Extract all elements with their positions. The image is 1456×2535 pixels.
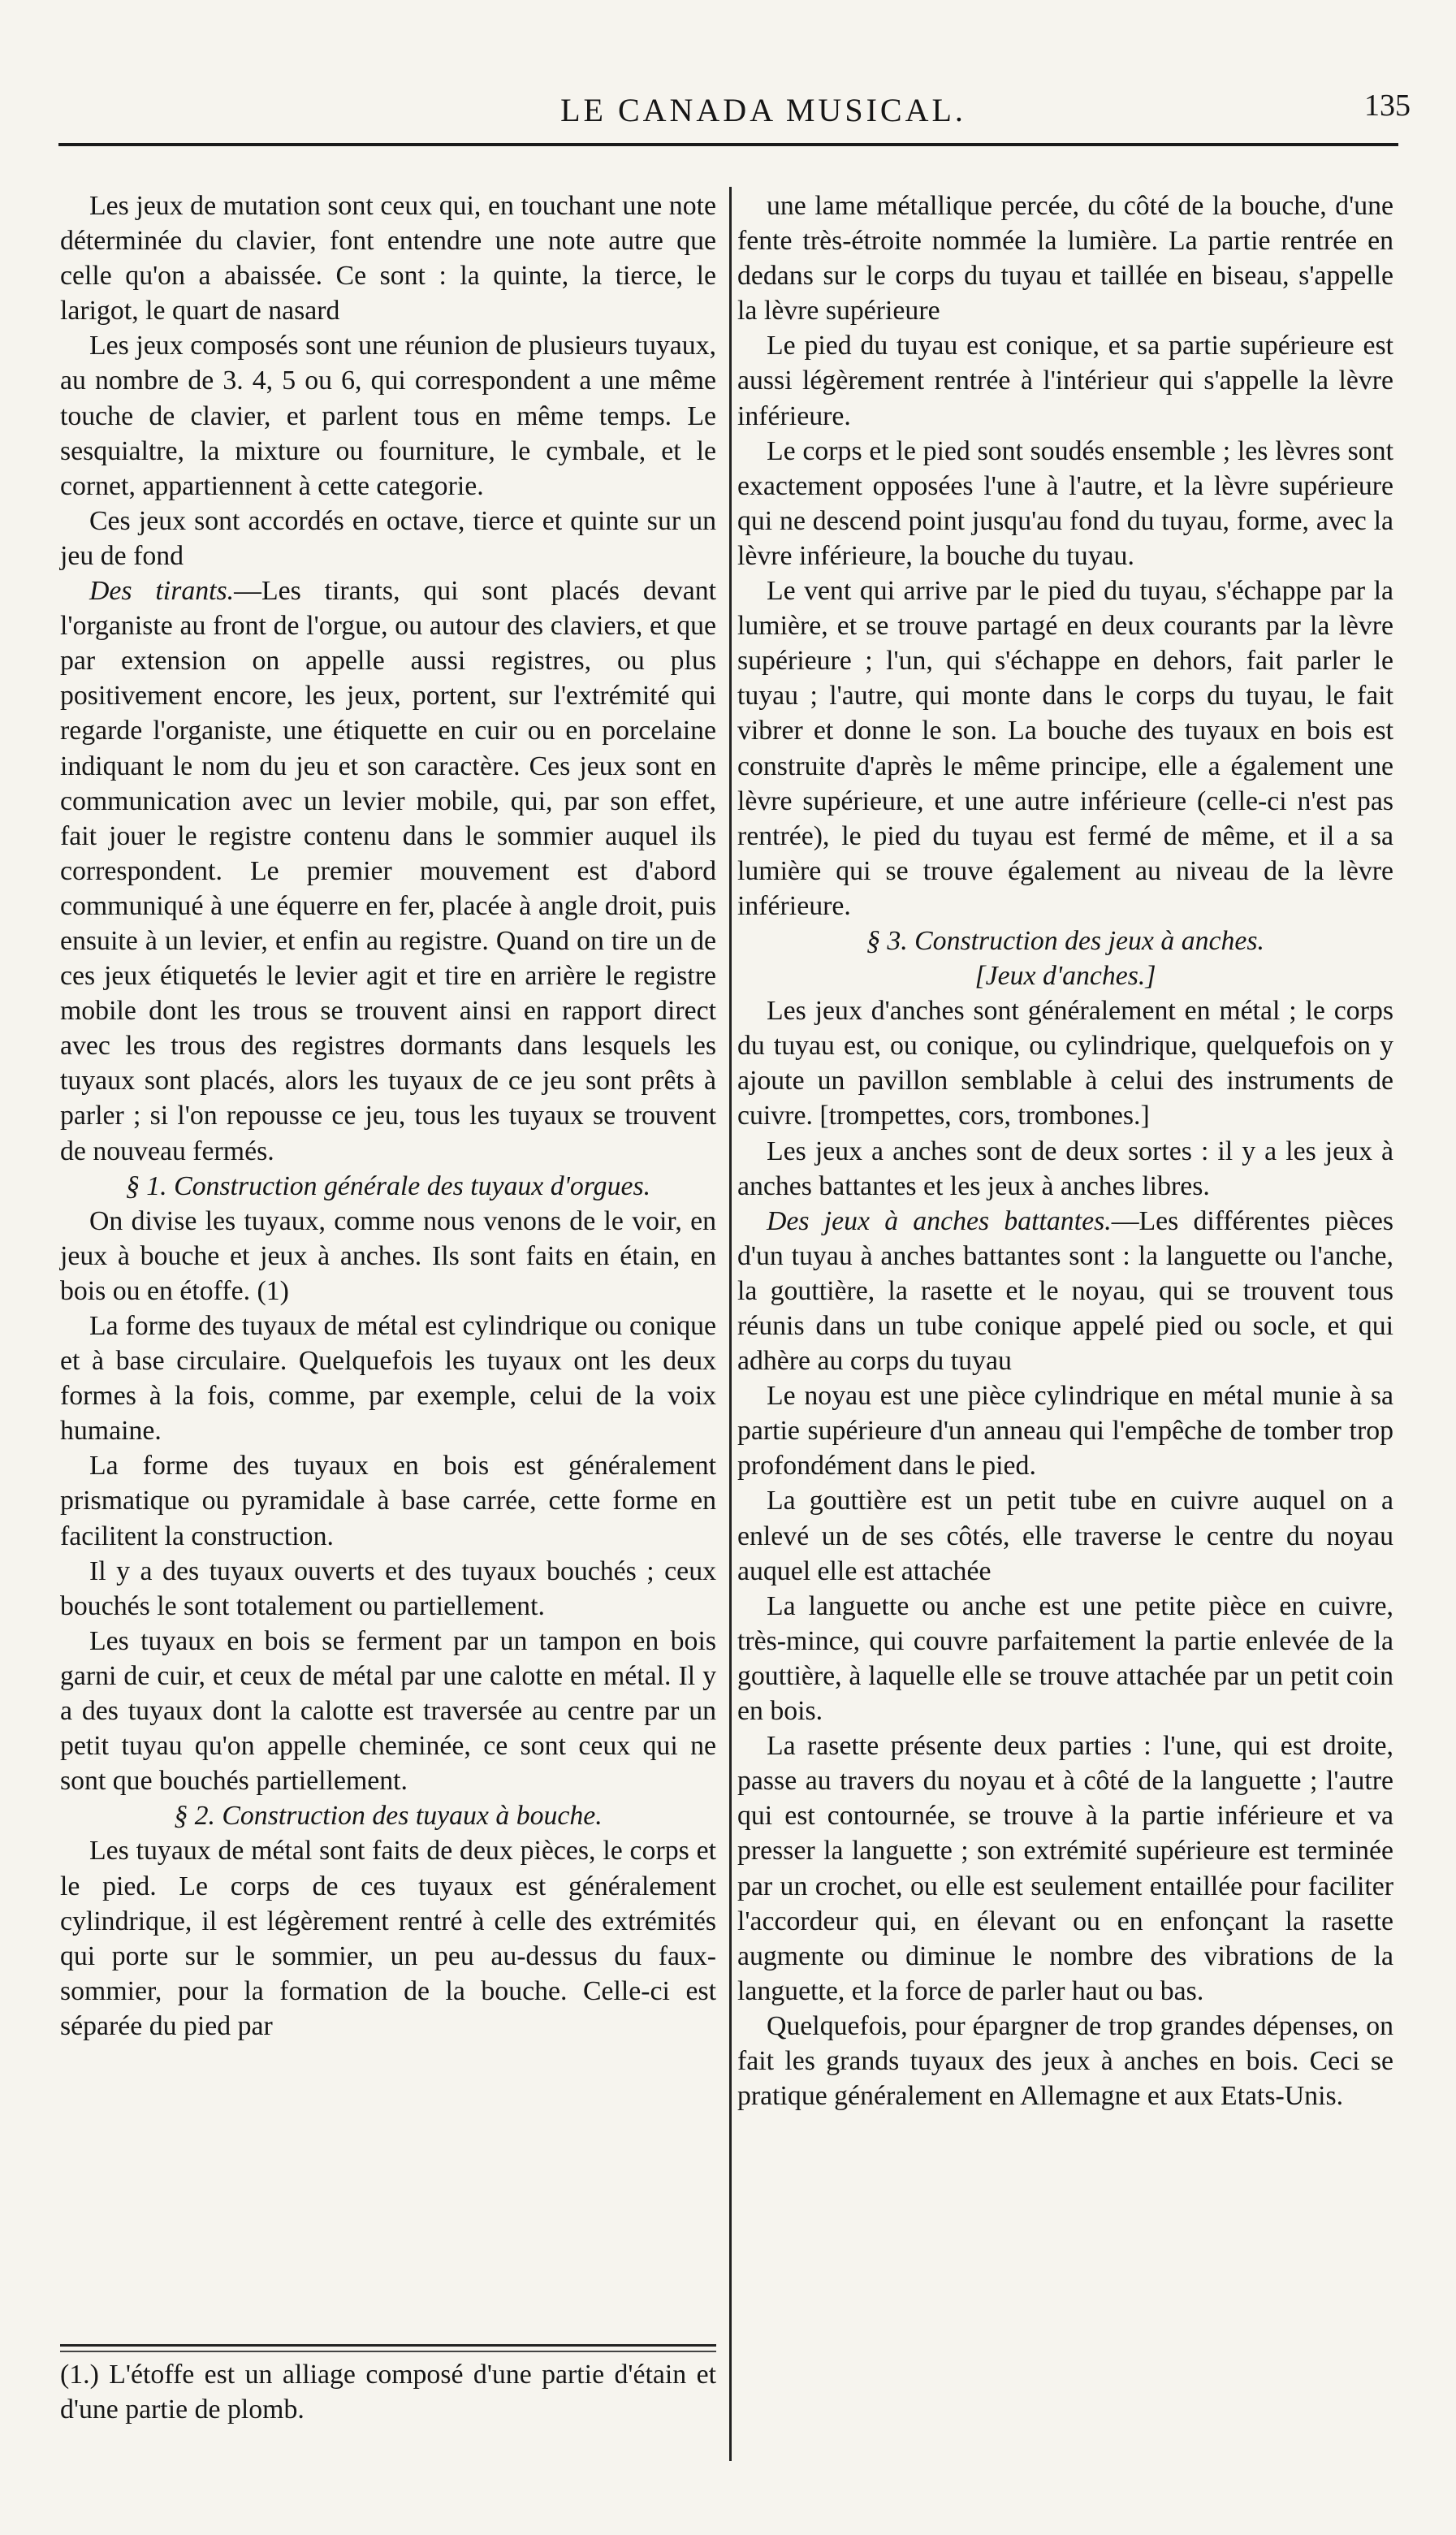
paragraph-flue-construction: Les tuyaux de métal sont faits de deux pièces, le corps et le pied. Le corps de ces tuyaux est généralement cylindrique, il est légèrement rentré à celle des extrémités qui porte sur le sommier, un peu au-dessus du faux-sommier, pour la formation de la bouche. Celle-ci est séparée du pied par <box>60 1836 716 2041</box>
paragraph-tongue: La languette ou anche est une petite pièce en cuivre, très-mince, qui couvre parfaitement la partie enlevée de la gouttière, à laquelle elle se trouve attachée par un petit coin en bois. <box>737 1590 1393 1727</box>
left-column <box>60 188 716 2044</box>
paragraph-foot: Le pied du tuyau est conique, et sa partie supérieure est aussi légèrement rentrée à l'intérieur qui s'appelle la lèvre inférieure. <box>737 331 1393 431</box>
paragraph-metal-pipes: La forme des tuyaux de métal est cylindrique ou conique et à base circulaire. Quelquefois les tuyaux ont les deux formes à la fois, comme, par exemple, celui de la voix humaine. <box>60 1311 716 1447</box>
paragraph-wood-pipes: La forme des tuyaux en bois est généralement prismatique ou pyramidale à base carrée, cette forme en facilitent la construction. <box>60 1451 716 1551</box>
paragraph-tirants <box>60 573 716 1169</box>
tirants-title: Des tirants. <box>89 576 235 607</box>
paragraph-tuning-wire: La rasette présente deux parties : l'une, qui est droite, passe au travers du noyau et à côté de la languette ; l'autre qui est contournée, se trouve à la partie inférieure et va presser la languette ; son extrémité supérieure est terminée par un crochet, ou elle est seulement entaillée pour faciliter l'accordeur qui, en élevant ou en enfonçant la rasette augmente ou diminue le nombre des vibrations de la languette, et la force de parler haut ou bas. <box>737 1731 1393 2006</box>
section-heading-2: § 2. Construction des tuyaux à bouche. <box>174 1801 603 1832</box>
paragraph-block: Le noyau est une pièce cylindrique en métal munie à sa partie supérieure d'un anneau qui l'empêche de tomber trop profondément dans le pied. <box>737 1381 1393 1482</box>
paragraph-open-stopped: Il y a des tuyaux ouverts et des tuyaux bouchés ; ceux bouchés le sont totalement ou partiellement. <box>60 1555 716 1621</box>
tirants-text: —Les tirants, qui sont placés devant l'organiste au front de l'orgue, ou autour des claviers, et que par extension on appelle aussi registres, ou plus positivement encore, les jeux, portent, sur l'extrémité qui regarde l'organiste, une étiquette en cuir ou en porcelaine indiquant le nom du jeu et son caractère. Ces jeux sont en communication avec un levier mobile, qui, par son effet, fait jouer le registre contenu dans le sommier auquel ils correspondent. Le premier mouvement est d'abord communiqué à une équerre en fer, placée à angle droit, puis ensuite à un levier, et enfin au registre. Quand on tire un de ces jeux étiquetés le levier agit et tire en arrière le registre mobile dont les trous se trouvent ainsi en rapport direct avec les trous des registres dormants dans lesquels les tuyaux sont placés, alors les tuyaux de ce jeu sont prêts à parler ; si l'on repousse ce jeu, tous les tuyaux se trouvent de nouveau fermés. <box>60 576 716 1166</box>
header-rule <box>58 143 1398 146</box>
footnote-rule-thin <box>60 2351 716 2352</box>
paragraph-stoppers: Les tuyaux en bois se ferment par un tampon en bois garni de cuir, et ceux de métal par une calotte en métal. Il y a des tuyaux dont la calotte est traversée au centre par un petit tuyau qu'on appelle cheminée, ce sont ceux qui ne sont que bouchés partiellement. <box>60 1625 716 1797</box>
page-number: 135 <box>1364 89 1411 123</box>
paragraph-mutation: Les jeux de mutation sont ceux qui, en touchant une note déterminée du clavier, font entendre une note autre que celle qu'on a abaissée. Ce sont : la quinte, la tierce, le larigot, le quart de nasard <box>60 191 716 327</box>
paragraph-reed-stops: Les jeux d'anches sont généralement en métal ; le corps du tuyau est, ou conique, ou cylindrique, quelquefois on y ajoute un pavillon semblable à celui des instruments de cuivre. [trompettes, cors, trombones.] <box>737 996 1393 1131</box>
paragraph-beating-reeds <box>737 1204 1393 1378</box>
paragraph-wooden-reeds: Quelquefois, pour épargner de trop grandes dépenses, on fait les grands tuyaux des jeux à anches en bois. Ceci se pratique généralement en Allemagne et aux Etats-Unis. <box>737 2010 1393 2112</box>
footnote-rule <box>60 2344 716 2347</box>
section-subheading-3: [Jeux d'anches.] <box>974 961 1156 992</box>
section-heading-3: § 3. Construction des jeux à anches. <box>866 925 1264 956</box>
column-divider <box>729 187 732 2461</box>
beating-reeds-text: —Les différentes pièces d'un tuyau à anches battantes sont : la languette ou l'anche, la gouttière, la rasette et le noyau, qui se trouvent tous réunis dans un tube conique appelé pied ou socle, et qui adhère au corps du tuyau <box>737 1205 1393 1377</box>
beating-reeds-title: Des jeux à anches battantes. <box>767 1205 1112 1236</box>
paragraph-tuning: Ces jeux sont accordés en octave, tierce et quinte sur un jeu de fond <box>60 505 716 571</box>
section-heading-1: § 1. Construction générale des tuyaux d'orgues. <box>125 1170 651 1201</box>
paragraph-compound-stops: Les jeux composés sont une réunion de plusieurs tuyaux, au nombre de 3. 4, 5 ou 6, qui correspondent a une même touche de clavier, et parlent tous en même temps. Le sesquialtre, la mixture ou fourniture, le cymbale, et le cornet, appartiennent à cette categorie. <box>60 331 716 501</box>
paragraph-reed-kinds: Les jeux a anches sont de deux sortes : il y a les jeux à anches battantes et les jeux à anches libres. <box>737 1136 1393 1201</box>
right-column <box>737 188 1393 2113</box>
paragraph-mouth: une lame métallique percée, du côté de la bouche, d'une fente très-étroite nommée la lumière. La partie rentrée en dedans sur le corps du tuyau et taillée en biseau, s'appelle la lèvre supérieure <box>737 191 1393 327</box>
paragraph-wind: Le vent qui arrive par le pied du tuyau, s'échappe par la lumière, et se trouve partagé en deux courants par la lèvre supérieure ; l'un, qui s'échappe en dehors, fait parler le tuyau ; l'autre, qui monte dans le corps du tuyau, le fait vibrer et donne le son. La bouche des tuyaux en bois est construite d'après le même principe, elle a également une lèvre supérieure, et une autre inférieure (celle-ci n'est pas rentrée), le pied du tuyau est fermé de même, et il a sa lumière qui se trouve également au niveau de la lèvre inférieure. <box>737 576 1393 921</box>
paragraph-shallot: La gouttière est un petit tube en cuivre auquel on a enlevé un de ses côtés, elle traverse le centre du noyau auquel elle est attachée <box>737 1486 1393 1586</box>
paragraph-pipe-types: On divise les tuyaux, comme nous venons de le voir, en jeux à bouche et jeux à anches. Ils sont faits en étain, en bois ou en étoffe. (1) <box>60 1205 716 1306</box>
paragraph-body-foot: Le corps et le pied sont soudés ensemble ; les lèvres sont exactement opposées l'une à l'autre, et la lèvre supérieure qui ne descend point jusqu'au fond du tuyau, forme, avec la lèvre inférieure, la bouche du tuyau. <box>737 435 1393 571</box>
running-header: LE CANADA MUSICAL. <box>560 92 966 128</box>
footnote: (1.) L'étoffe est un alliage composé d'une partie d'étain et d'une partie de plomb. <box>60 2360 716 2425</box>
